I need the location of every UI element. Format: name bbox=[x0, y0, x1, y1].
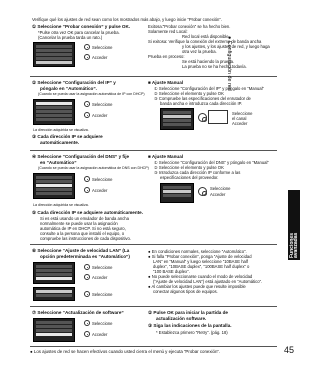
divider bbox=[30, 150, 277, 151]
step-lan-access-label: Acceder bbox=[92, 275, 108, 280]
sidebar-category-tab: Funciones avanzadas bbox=[288, 190, 300, 260]
page-number: 45 bbox=[283, 345, 294, 355]
divider bbox=[30, 306, 277, 307]
ip-settings-screenshot bbox=[33, 99, 75, 125]
manual-ip-screenshot bbox=[160, 108, 194, 130]
step-lan-title2: opción predeterminada es “Automático”) bbox=[40, 254, 130, 259]
manual-dns-screenshot bbox=[160, 183, 194, 203]
step-ip-title2: póngalo en “Automático”. bbox=[40, 86, 97, 91]
ok-button-icon bbox=[84, 274, 90, 280]
ok-button-icon bbox=[84, 331, 90, 337]
updown-button-icon bbox=[84, 101, 90, 107]
number-keypad-icon bbox=[208, 110, 228, 124]
step-dns-check-notes: Si es está usando un emulador de banda ancha normalmente se puede usar la asignación automática de IP en DHCP. Si no está seguro, consulte a la persona que instaló el equipo, o compruebe las instrucciones de cada dispositivo. bbox=[40, 216, 132, 241]
dpad-icon bbox=[198, 113, 207, 122]
divider bbox=[30, 244, 277, 245]
step-ok-title2: actualización software. bbox=[156, 316, 207, 321]
step-update-title: ⑦ Seleccione “Actualización de software” bbox=[32, 310, 124, 315]
step-dns-check-title: ⑤ Cada dirección IP se adquiere automáticamente. bbox=[32, 210, 144, 215]
step-dns-select-label: Seleccione bbox=[92, 177, 113, 182]
step-dns-title2: en “Automático” bbox=[40, 160, 77, 165]
manual-ip-title: ■ Ajuste Manual bbox=[148, 80, 184, 85]
network-menu-screenshot bbox=[33, 42, 75, 67]
manual-ip-select-label: Seleccione bbox=[232, 111, 253, 116]
lan-speed-screenshot bbox=[33, 262, 75, 284]
step-dns-caption: La dirección adquirida se visualiza. bbox=[33, 203, 89, 207]
footer-note: ● Los ajustes de red se hacen efectivos cuando usted cierra el menú y ejecuta “Probar conexión”. bbox=[30, 349, 221, 354]
step1-title: ① Seleccione “Probar conexión” y pulse OK. bbox=[32, 24, 131, 29]
step-update-select-label: Seleccione bbox=[92, 321, 113, 326]
leftright-button-icon bbox=[84, 187, 90, 193]
step-update-access-label: Acceder bbox=[92, 332, 108, 337]
step-ip-select-label: Seleccione bbox=[92, 102, 113, 107]
updown-button-icon bbox=[84, 264, 90, 270]
step-dns-sub: (Cuando se pueda usar la asignación automática de DNS con DHCP) bbox=[38, 166, 149, 170]
step-ok-title3: ③ Siga las indicaciones de la pantalla. bbox=[148, 323, 232, 328]
step-dns-title1: ④ Seleccione “Configuración del DNS” y fije bbox=[32, 154, 130, 159]
step-ip-check-title2: automáticamente. bbox=[40, 140, 80, 145]
updown-button-icon bbox=[84, 176, 90, 182]
software-update-screenshot bbox=[33, 318, 75, 342]
step-ip-sub: (Cuando se pueda usar la asignación automática de IP con DHCP) bbox=[38, 92, 145, 96]
step-ok-note: * Establezca primero “Retry”. (pág. 18) bbox=[156, 330, 228, 335]
ok-button-icon bbox=[84, 54, 90, 60]
sidebar-subtitle: ● Configuración de red bbox=[226, 36, 233, 91]
updown-button-icon bbox=[84, 44, 90, 50]
step-ip-check-title1: ③ Cada dirección IP se adquiere bbox=[32, 134, 103, 139]
updown-button-icon bbox=[84, 320, 90, 326]
lan-options-screenshot bbox=[33, 287, 75, 301]
step-ip-caption: La dirección adquirida se visualiza. bbox=[33, 128, 89, 132]
manual-dns-input-label: Acceder bbox=[210, 192, 226, 197]
intro-text: Verifique qué los ajustes de red sean como los mostrados más abajo, y luego inicie “Probar conexión”. bbox=[32, 17, 222, 22]
step-lan-title1: ⑥ Seleccione “Ajuste de velocidad LAN” (La bbox=[32, 248, 130, 253]
dns-settings-screenshot bbox=[33, 173, 75, 199]
leftright-button-icon bbox=[84, 112, 90, 118]
status-description: Exitosa:“Probar conexión” se ha hecho bien. Solamente red Local: Red local está disponible. Si exitosa: Verifique la conexión del extremo de banda ancha y los ajustes, y los ajustes de red, y luego haga otra vez la prueba. Prueba en proceso: Se está haciendo la prueba. La prueba no se ha hecho todavía. bbox=[148, 24, 270, 69]
step1-desc2: (Cancelar la prueba tarda un rato.) bbox=[38, 35, 103, 40]
manual-ip-channel-label: el canal bbox=[232, 116, 247, 121]
step-ok-title1: ② Pulse OK para iniciar la partida de bbox=[148, 310, 228, 315]
manual-dns-steps: ① Seleccione “Configuración del DNS” y póngalo en “Manual” ② Seleccione el elemento y pulse OK ③ Introduzca cada dirección IP conforme a las especificaciones del proveedor. bbox=[154, 160, 269, 180]
manual-ip-input-label: Acceder bbox=[232, 121, 248, 126]
step-lan-select2-label: Seleccione bbox=[92, 292, 113, 297]
step-ip-title1: ② Seleccione “Configuración del IP” y bbox=[32, 80, 116, 85]
step-dns-access-label: Acceder bbox=[92, 188, 108, 193]
step-lan-select-label: Seleccione bbox=[92, 265, 113, 270]
step-lan-notes: ● En condiciones normales, seleccione “Automático”. ● Si falla “Probar conexión”, ponga “Ajuste de velocidad LAN” en “Manual” y luego seleccione “10BASE half duplex”, “10BASE duplex”, “100BASE half duplex” o “100 BASE duplex”. ● No puede seleccionarse cuando el modo de velocidad (“Ajuste de velocidad LAN”) está ajustado en “Automático”. ● Al cambiar los ajustes puede que resulte imposible conectar algunos tipos de equipos. bbox=[148, 249, 263, 294]
manual-dns-title: ■ Ajuste Manual bbox=[148, 154, 184, 159]
step1-select-label: Seleccione bbox=[92, 45, 113, 50]
dpad-icon bbox=[198, 187, 207, 196]
manual-ip-steps: ① Seleccione “Configuración del IP” y póngalo en “Manual” ② Seleccione el elemento y pulse OK ③ Compruebe las especificaciones del enrutador de banda ancha e introduzca cada dirección IP. bbox=[154, 86, 264, 106]
manual-dns-select-label: Seleccione bbox=[210, 186, 231, 191]
divider bbox=[30, 346, 277, 347]
step1-desc1: *Pulse otra vez OK para cancelar la prueba. bbox=[38, 30, 120, 35]
leftright-button-icon bbox=[84, 291, 90, 297]
step1-access-label: Acceder bbox=[92, 55, 108, 60]
step-ip-access-label: Acceder bbox=[92, 113, 108, 118]
divider bbox=[30, 76, 277, 77]
